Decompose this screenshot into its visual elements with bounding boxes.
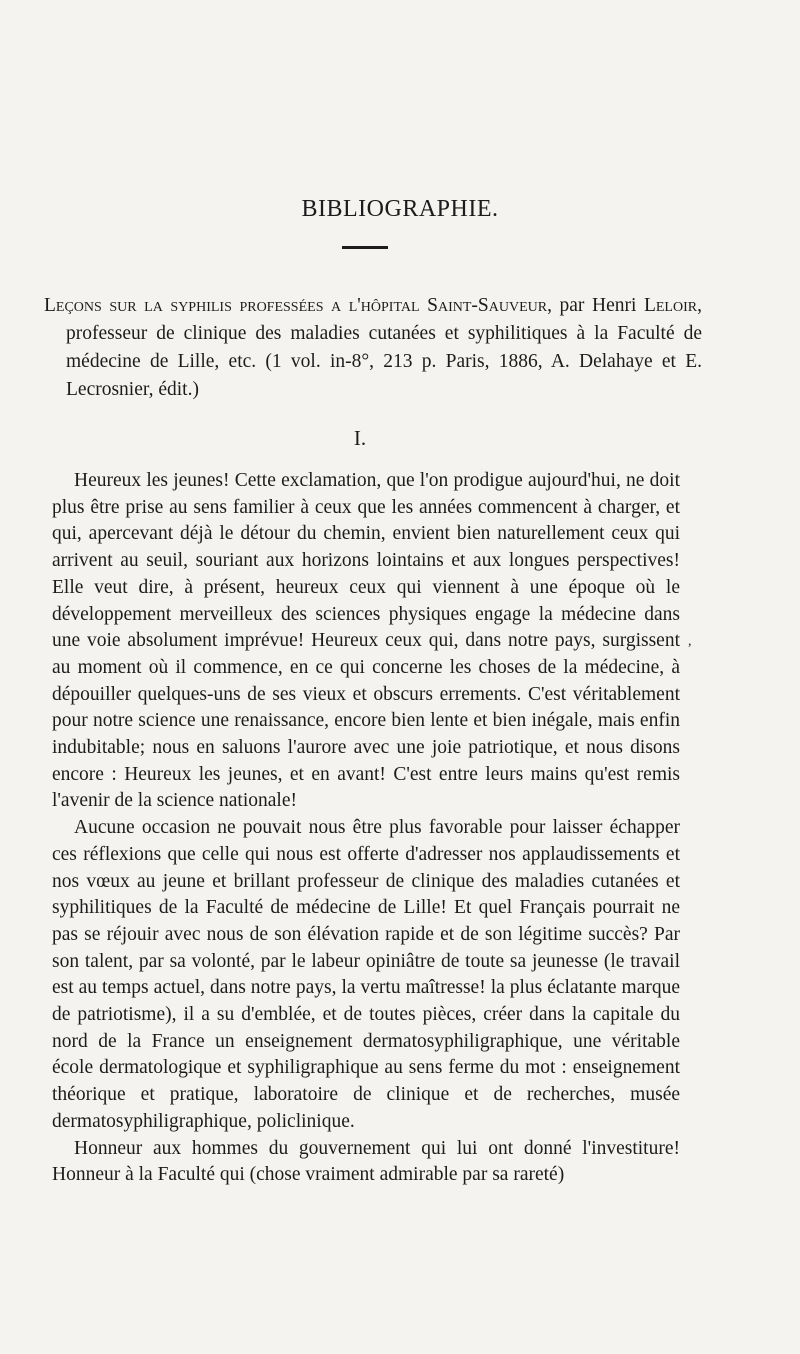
- citation-by: , par Henri: [547, 295, 644, 316]
- paragraph: Honneur aux hommes du gouvernement qui lui ont donné l'investiture! Honneur à la Faculté qui (chose vraiment admirable par sa rareté): [52, 1137, 680, 1186]
- body-text: [52, 468, 680, 1189]
- citation-title: Leçons sur la syphilis professées a l'hôpital Saint-Sauveur: [44, 295, 548, 316]
- citation-details: , professeur de clinique des maladies cutanées et syphilitiques à la Faculté de médecine de Lille, etc. (1 vol. in-8°, 213 p. Paris, 1886, A. Delahaye et E. Lecrosnier, édit.): [66, 295, 702, 400]
- citation-author: Leloir: [643, 295, 698, 316]
- paragraph: Aucune occasion ne pouvait nous être plus favorable pour laisser échapper ces réflexions que celle qui nous est offerte d'adresser nos applaudissements et nos vœux au jeune et brillant professeur de clinique des maladies cutanées et syphilitiques de la Faculté de médecine de Lille! Et quel Français pourrait ne pas se réjouir avec nous de son élévation rapide et de son légitime succès? Par son talent, par sa volonté, par le labeur opiniâtre de toute sa jeunesse (le travail est au temps actuel, dans notre pays, la vertu maîtresse! la plus éclatante marque de patriotisme), il a su d'emblée, et de toutes pièces, créer dans la capitale du nord de la France un enseignement dermatosyphiligraphique, une véritable école dermatologique et syphiligraphique au sens ferme du mot : enseignement théorique et pratique, laboratoire de clinique et de recherches, musée dermatosyphiligraphique, policlinique.: [52, 817, 680, 1132]
- section-number: I.: [353, 426, 367, 450]
- margin-mark: ,: [688, 634, 692, 649]
- page-title: BIBLIOGRAPHIE.: [301, 196, 499, 222]
- paragraph: Heureux les jeunes! Cette exclamation, que l'on prodigue aujourd'hui, ne doit plus être prise au sens familier à ceux que les années commencent à charger, et qui, apercevant déjà le détour du chemin, envient bien naturellement ceux qui arrivent au seuil, souriant aux horizons lointains et aux longues perspectives! Elle veut dire, à présent, heureux ceux qui viennent à une époque où le développement merveilleux des sciences physiques engage la médecine dans une voie absolument imprévue! Heureux ceux qui, dans notre pays, surgissent au moment où il commence, en ce qui concerne les choses de la médecine, à dépouiller quelques-uns de ses vieux et obscurs errements. C'est véritablement pour notre science une renaissance, encore bien lente et bien inégale, mais enfin indubitable; nous en saluons l'aurore avec une joie patriotique, et nous disons encore : Heureux les jeunes, et en avant! C'est entre leurs mains qu'est remis l'avenir de la science nationale!: [52, 470, 680, 812]
- title-rule: [342, 246, 388, 249]
- citation-block: [44, 292, 702, 404]
